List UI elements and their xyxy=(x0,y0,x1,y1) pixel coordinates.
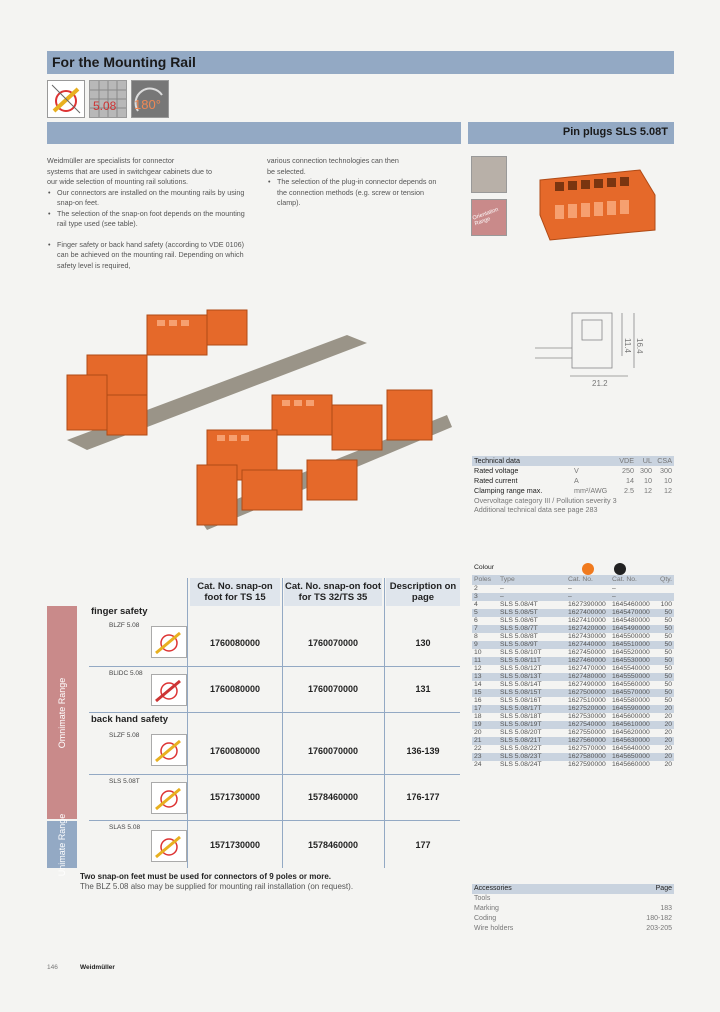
omnimate-label: Omnimate Range xyxy=(57,677,67,748)
row-type: BLIDC 5.08 xyxy=(109,670,143,677)
range-thumbnail-label: Orientation Range xyxy=(471,206,500,228)
tech-row: Rated current A 14 10 10 xyxy=(474,476,672,485)
col-ts15: Cat. No. snap-on foot for TS 15 xyxy=(190,578,280,606)
order-cell: SLS 5.08/14T xyxy=(500,681,542,688)
order-cell: 1645560000 xyxy=(612,681,650,688)
order-row xyxy=(472,617,674,625)
order-cell: 1645530000 xyxy=(612,657,650,664)
order-cell: 1645500000 xyxy=(612,633,650,640)
order-cell: 1645620000 xyxy=(612,729,650,736)
order-cell: 7 xyxy=(474,625,478,632)
product-header-bar xyxy=(468,122,674,144)
order-cell: 1627520000 xyxy=(568,705,606,712)
row-type: SLAS 5.08 xyxy=(109,824,141,831)
product-header: Pin plugs SLS 5.08T xyxy=(562,126,668,138)
ts15-value: 1760080000 xyxy=(209,684,261,694)
order-cell xyxy=(656,593,672,601)
order-cell: – xyxy=(500,593,504,600)
technical-data xyxy=(472,456,674,514)
page-value: 177 xyxy=(415,840,431,850)
order-cell: 2 xyxy=(474,585,478,592)
ts15-value: 1571730000 xyxy=(209,840,261,850)
accessory-row: Tools xyxy=(474,895,491,902)
order-cell: 1627530000 xyxy=(568,713,606,720)
order-cell: 1627540000 xyxy=(568,721,606,728)
order-cell: 1627470000 xyxy=(568,665,606,672)
order-cell: 1627420000 xyxy=(568,625,606,632)
order-cell: 1645660000 xyxy=(612,761,650,768)
order-cell: 1627510000 xyxy=(568,697,606,704)
selection-table xyxy=(47,578,460,876)
tech-header-cell: UL xyxy=(642,456,652,465)
pitch-thumbnail xyxy=(471,156,507,193)
tech-note: Overvoltage category III / Pollution severity 3 xyxy=(474,496,617,505)
back-hand-safety-icon xyxy=(151,782,187,814)
finger-safety-icon xyxy=(47,80,85,118)
intro-bullet: • The selection of the snap-on foot depends on the mounting rail type used (see table). xyxy=(47,209,252,230)
order-row xyxy=(472,713,674,721)
page-value: 130 xyxy=(415,638,431,648)
order-cell: 3 xyxy=(474,593,478,600)
order-row xyxy=(472,665,674,673)
order-cell: SLS 5.08/10T xyxy=(500,649,542,656)
intro-line: be selected. xyxy=(267,166,306,176)
order-cell: 1645550000 xyxy=(612,673,650,680)
ts35-value: 1578460000 xyxy=(307,840,359,850)
order-cell: SLS 5.08/7T xyxy=(500,625,538,632)
colour-label: Colour xyxy=(474,564,495,571)
order-cell: 1645540000 xyxy=(612,665,650,672)
pitch-icon xyxy=(89,80,127,118)
intro-line: Weidmüller are specialists for connector xyxy=(47,156,175,165)
order-cell: SLS 5.08/8T xyxy=(500,633,538,640)
order-cell: SLS 5.08/6T xyxy=(500,617,538,624)
order-cell: 12 xyxy=(474,665,482,672)
order-cell: SLS 5.08/24T xyxy=(500,761,542,768)
order-cell: – xyxy=(612,593,616,600)
brand-logo: Weidmüller xyxy=(80,964,115,971)
accessory-row: Coding 180-182 xyxy=(474,915,672,922)
unimate-range-band xyxy=(47,813,77,876)
order-cell: 50 xyxy=(664,641,672,648)
order-cell: 1627480000 xyxy=(568,673,606,680)
page-number: 146 xyxy=(47,964,58,971)
order-cell: 50 xyxy=(664,681,672,688)
order-cell: 1645490000 xyxy=(612,625,650,632)
order-cell: 20 xyxy=(474,729,482,736)
col-ts35: Cat. No. snap-on foot for TS 32/TS 35 xyxy=(284,578,382,606)
intro-col2 xyxy=(267,156,447,209)
unimate-label: Unimate Range xyxy=(57,813,67,876)
order-cell: 20 xyxy=(664,713,672,720)
omnimate-range-band xyxy=(47,606,77,819)
order-cell: 50 xyxy=(664,665,672,672)
ts35-value: 1760070000 xyxy=(307,638,359,648)
order-cell: 20 xyxy=(664,737,672,744)
order-cell: 1645650000 xyxy=(612,753,650,760)
order-row xyxy=(472,753,674,761)
order-cell: 1645610000 xyxy=(612,721,650,728)
colour-orange-swatch xyxy=(582,563,594,575)
mounting-rail-photo xyxy=(47,295,461,555)
pitch-label: 5.08 xyxy=(93,99,117,113)
order-cell: 10 xyxy=(474,649,482,656)
order-row xyxy=(472,737,674,745)
order-row xyxy=(472,609,674,617)
order-cell: 14 xyxy=(474,681,482,688)
ts35-value: 1578460000 xyxy=(307,792,359,802)
intro-bullet: • Finger safety or back hand safety (according to VDE 0106) can be achieved on the mounting rail. Depending on which safety level is required, xyxy=(47,240,252,272)
order-cell: SLS 5.08/20T xyxy=(500,729,542,736)
order-cell: 100 xyxy=(660,601,672,608)
order-cell: 16 xyxy=(474,697,482,704)
order-cell: 50 xyxy=(664,625,672,632)
order-cell: 1645580000 xyxy=(612,697,650,704)
order-cell: SLS 5.08/17T xyxy=(500,705,542,712)
back-hand-safety-icon xyxy=(151,830,187,862)
row-type: SLZF 5.08 xyxy=(109,732,140,739)
dim-inner: 11.4 xyxy=(623,338,632,353)
order-cell: SLS 5.08/19T xyxy=(500,721,542,728)
order-cell: 18 xyxy=(474,713,482,720)
order-cell: 50 xyxy=(664,657,672,664)
order-row xyxy=(472,681,674,689)
order-cell: 1645510000 xyxy=(612,641,650,648)
order-cell: 1645480000 xyxy=(612,617,650,624)
colour-black-swatch xyxy=(614,563,626,575)
order-cell: – xyxy=(568,585,572,592)
order-cell: 50 xyxy=(664,617,672,624)
order-cell: 1627500000 xyxy=(568,689,606,696)
order-cell: 1645460000 xyxy=(612,601,650,608)
order-cell: 20 xyxy=(664,753,672,760)
order-cell xyxy=(656,585,672,593)
order-cell: SLS 5.08/21T xyxy=(500,737,542,744)
order-cell: 4 xyxy=(474,601,478,608)
order-cell: 23 xyxy=(474,753,482,760)
order-cell: 20 xyxy=(664,705,672,712)
order-cell: 1627460000 xyxy=(568,657,606,664)
order-cell: 1627450000 xyxy=(568,649,606,656)
order-row xyxy=(472,689,674,697)
ts35-value: 1760070000 xyxy=(307,746,359,756)
page-value: 176-177 xyxy=(406,792,440,802)
order-header: Poles Type Cat. No. Cat. No. Qty. xyxy=(474,576,672,583)
intro-bullet: • Our connectors are installed on the mounting rails by using snap-on feet. xyxy=(47,188,252,209)
order-cell: 15 xyxy=(474,689,482,696)
order-cell: 9 xyxy=(474,641,478,648)
order-cell: 19 xyxy=(474,721,482,728)
ts15-value: 1760080000 xyxy=(209,638,261,648)
order-cell: 20 xyxy=(664,729,672,736)
order-cell: 1627550000 xyxy=(568,729,606,736)
page-value: 136-139 xyxy=(406,746,440,756)
col-page: Description on page xyxy=(386,578,460,606)
intro-col1 xyxy=(47,156,252,271)
intro-line: our wide selection of mounting rail solutions. xyxy=(47,177,189,186)
order-cell: SLS 5.08/15T xyxy=(500,689,542,696)
order-cell: 1627400000 xyxy=(568,609,606,616)
order-row xyxy=(472,697,674,705)
accessory-row: Marking 183 xyxy=(474,905,672,912)
order-row xyxy=(472,585,674,593)
section-bar xyxy=(47,122,461,144)
dimension-drawing xyxy=(530,308,670,388)
row-type: BLZF 5.08 xyxy=(109,622,140,629)
order-cell: 1645630000 xyxy=(612,737,650,744)
order-cell: SLS 5.08/11T xyxy=(500,657,542,664)
order-cell: SLS 5.08/4T xyxy=(500,601,538,608)
order-cell: SLS 5.08/13T xyxy=(500,673,542,680)
order-cell: 50 xyxy=(664,633,672,640)
order-cell: SLS 5.08/12T xyxy=(500,665,542,672)
order-row xyxy=(472,601,674,609)
order-cell: 50 xyxy=(664,649,672,656)
order-cell: 1645600000 xyxy=(612,713,650,720)
dim-width: 21.2 xyxy=(592,379,608,388)
colour-row xyxy=(472,563,674,575)
order-cell: 1627410000 xyxy=(568,617,606,624)
order-cell: 13 xyxy=(474,673,482,680)
order-cell: – xyxy=(500,585,504,592)
order-cell: SLS 5.08/22T xyxy=(500,745,542,752)
order-cell: 1627560000 xyxy=(568,737,606,744)
order-cell: 50 xyxy=(664,697,672,704)
title-bar xyxy=(47,51,674,74)
tech-header-cell: CSA xyxy=(657,456,672,465)
order-cell: 17 xyxy=(474,705,482,712)
dim-height: 16.4 xyxy=(635,338,644,354)
order-cell: 11 xyxy=(474,657,482,664)
page-title: For the Mounting Rail xyxy=(52,54,196,70)
note-line: Two snap-on feet must be used for connectors of 9 poles or more. xyxy=(80,872,331,881)
order-cell: 1627440000 xyxy=(568,641,606,648)
accessories xyxy=(472,884,674,934)
finger-safety-icon xyxy=(151,674,187,706)
order-row xyxy=(472,721,674,729)
ts15-value: 1571730000 xyxy=(209,792,261,802)
order-cell: 21 xyxy=(474,737,482,744)
order-row xyxy=(472,745,674,753)
ts35-value: 1760070000 xyxy=(307,684,359,694)
intro-line: various connection technologies can then xyxy=(267,156,399,165)
order-row xyxy=(472,593,674,601)
order-cell: SLS 5.08/16T xyxy=(500,697,542,704)
range-thumbnail xyxy=(471,199,507,236)
order-row xyxy=(472,641,674,649)
back-hand-safety-icon xyxy=(151,734,187,766)
tech-row: Clamping range max. mm²/AWG 2.5 12 12 xyxy=(474,486,672,495)
angle-label: 180° xyxy=(134,97,161,112)
order-cell: 1627430000 xyxy=(568,633,606,640)
order-cell: 1627590000 xyxy=(568,761,606,768)
order-cell: 20 xyxy=(664,745,672,752)
order-cell: 1645520000 xyxy=(612,649,650,656)
order-cell: 1627570000 xyxy=(568,745,606,752)
group-finger-safety: finger safety xyxy=(91,606,148,617)
order-cell: 50 xyxy=(664,609,672,616)
order-cell: 50 xyxy=(664,673,672,680)
pin-plug-photo xyxy=(530,160,670,245)
angle-icon xyxy=(131,80,169,118)
order-row xyxy=(472,649,674,657)
notes xyxy=(80,872,353,892)
order-row xyxy=(472,625,674,633)
order-cell: 8 xyxy=(474,633,478,640)
page-value: 131 xyxy=(415,684,431,694)
order-cell: 1645590000 xyxy=(612,705,650,712)
order-row xyxy=(472,673,674,681)
ts15-value: 1760080000 xyxy=(209,746,261,756)
order-row xyxy=(472,729,674,737)
order-cell: 22 xyxy=(474,745,482,752)
order-cell: SLS 5.08/18T xyxy=(500,713,542,720)
order-cell: 5 xyxy=(474,609,478,616)
group-back-hand-safety: back hand safety xyxy=(91,714,169,725)
order-cell: 6 xyxy=(474,617,478,624)
order-row xyxy=(472,761,674,769)
order-cell: 20 xyxy=(664,761,672,768)
order-row xyxy=(472,633,674,641)
tech-header-cell: Technical data xyxy=(474,456,520,465)
intro-line: systems that are used in switchgear cabinets due to xyxy=(47,166,213,176)
finger-safety-icon xyxy=(151,626,187,658)
order-cell: 50 xyxy=(664,689,672,696)
ordering-table xyxy=(472,563,674,769)
order-cell: – xyxy=(568,593,572,600)
tech-row: Rated voltage V 250 300 300 xyxy=(474,466,672,475)
note-line: The BLZ 5.08 also may be supplied for mounting rail installation (on request). xyxy=(80,882,354,891)
order-cell: 1627580000 xyxy=(568,753,606,760)
order-cell: 1627490000 xyxy=(568,681,606,688)
order-cell: 1645470000 xyxy=(612,609,650,616)
order-row xyxy=(472,705,674,713)
tech-header-cell: VDE xyxy=(619,456,634,465)
intro-bullet: • The selection of the plug-in connector depends on the connection methods (e.g. screw or tension clamp). xyxy=(267,177,447,209)
order-cell: – xyxy=(612,585,616,592)
order-cell: 24 xyxy=(474,761,482,768)
order-cell: 20 xyxy=(664,721,672,728)
order-cell: SLS 5.08/23T xyxy=(500,753,542,760)
order-cell: 1645570000 xyxy=(612,689,650,696)
order-cell: 1627390000 xyxy=(568,601,606,608)
tech-header xyxy=(472,456,674,466)
order-cell: 1645640000 xyxy=(612,745,650,752)
row-type: SLS 5.08T xyxy=(109,778,140,785)
order-row xyxy=(472,657,674,665)
accessory-row: Wire holders 203-205 xyxy=(474,925,672,932)
accessories-header: Accessories Page xyxy=(474,885,672,892)
order-cell: SLS 5.08/5T xyxy=(500,609,538,616)
order-cell: SLS 5.08/9T xyxy=(500,641,538,648)
tech-note: Additional technical data see page 283 xyxy=(474,505,598,514)
